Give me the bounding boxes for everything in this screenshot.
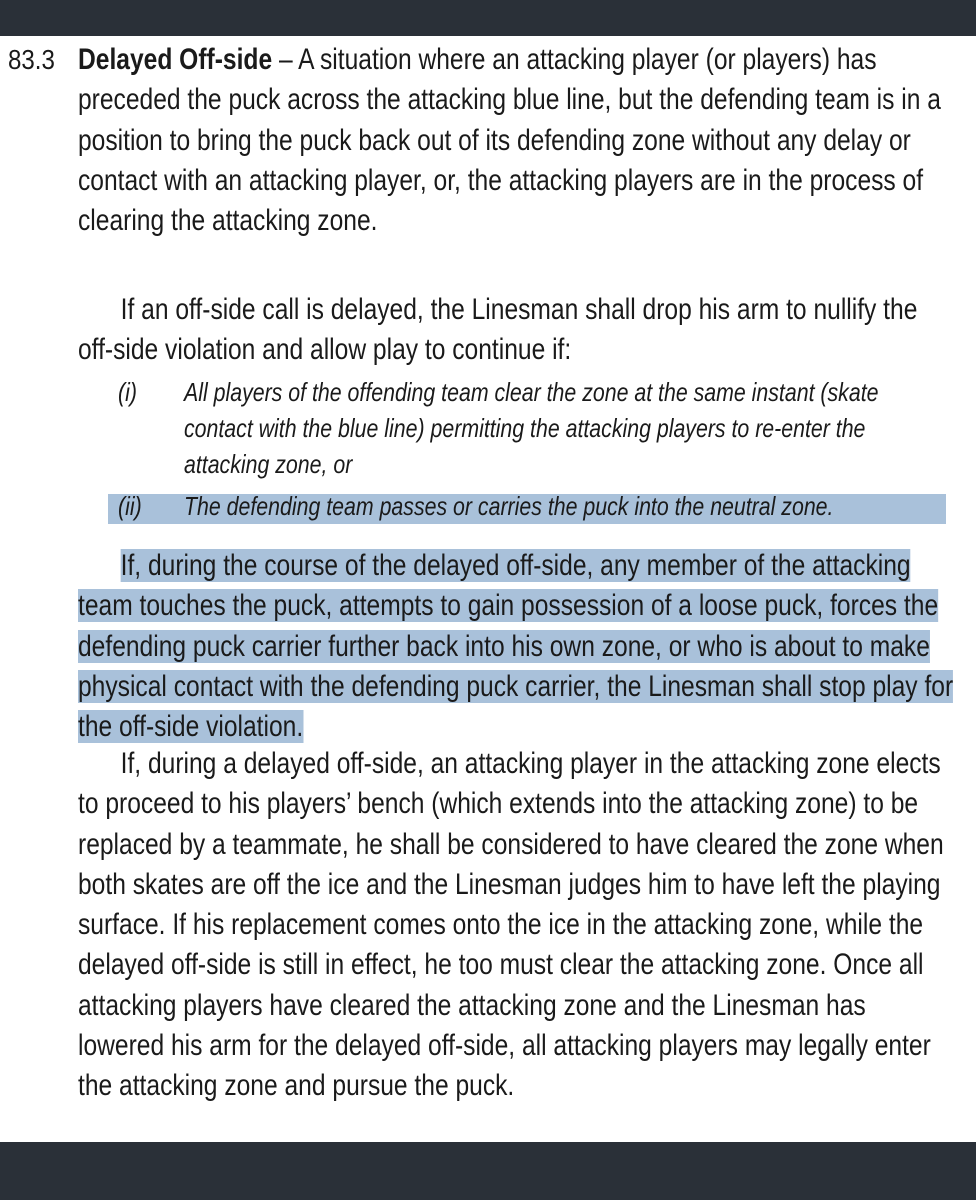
rule-number: 83.3	[8, 44, 55, 75]
subitem-label-i: (i)	[118, 377, 137, 407]
subitem-text-i: All players of the offending team clear the zone at the same instant (skate contact with the blue line) permitting the attacking players to re-enter the attacking zone, or	[184, 377, 879, 479]
rule-definition-text: – A situation where an attacking player (or players) has preceded the puck across the attacking blue line, but the defending team is in a position to bring the puck back out of its defending zone without any delay or contact with an attacking player, or, the attacking players are in the process of clearing the attacking zone.	[78, 43, 941, 238]
stop-play-paragraph	[78, 546, 955, 747]
stop-play-highlighted-text: If, during the course of the delayed off-side, any member of the attacking team touches the puck, attempts to gain possession of a loose puck, forces the defending puck carrier further back into his own zone, or who is about to make physical contact with the defending puck carrier, the Linesman shall stop play for the off-side violation.	[78, 549, 954, 744]
bottom-dark-bar	[0, 1142, 976, 1200]
subitem-label-ii: (ii)	[118, 491, 142, 521]
rule-title: Delayed Off-side	[78, 43, 273, 76]
bench-change-paragraph: If, during a delayed off-side, an attacking player in the attacking zone elects to proceed to his players’ bench (which extends into the attacking zone) to be replaced by a teammate, he shall be considered to have cleared the zone when both skates are off the ice and the Linesman judges him to have left the playing surface. If his replacement comes onto the ice in the attacking zone, while the delayed off-side is still in effect, he too must clear the attacking zone. Once all attacking players have cleared the attacking zone and the Linesman has lowered his arm for the delayed off-side, all attacking players may legally enter the attacking zone and pursue the puck.	[78, 747, 944, 1103]
document-page	[0, 36, 976, 1142]
rule-definition-paragraph	[78, 40, 947, 241]
top-dark-bar	[0, 0, 976, 36]
subitem-text-ii: The defending team passes or carries the puck into the neutral zone.	[184, 491, 834, 521]
delayed-call-paragraph: If an off-side call is delayed, the Linesman shall drop his arm to nullify the off-side violation and allow play to continue if:	[78, 293, 918, 367]
